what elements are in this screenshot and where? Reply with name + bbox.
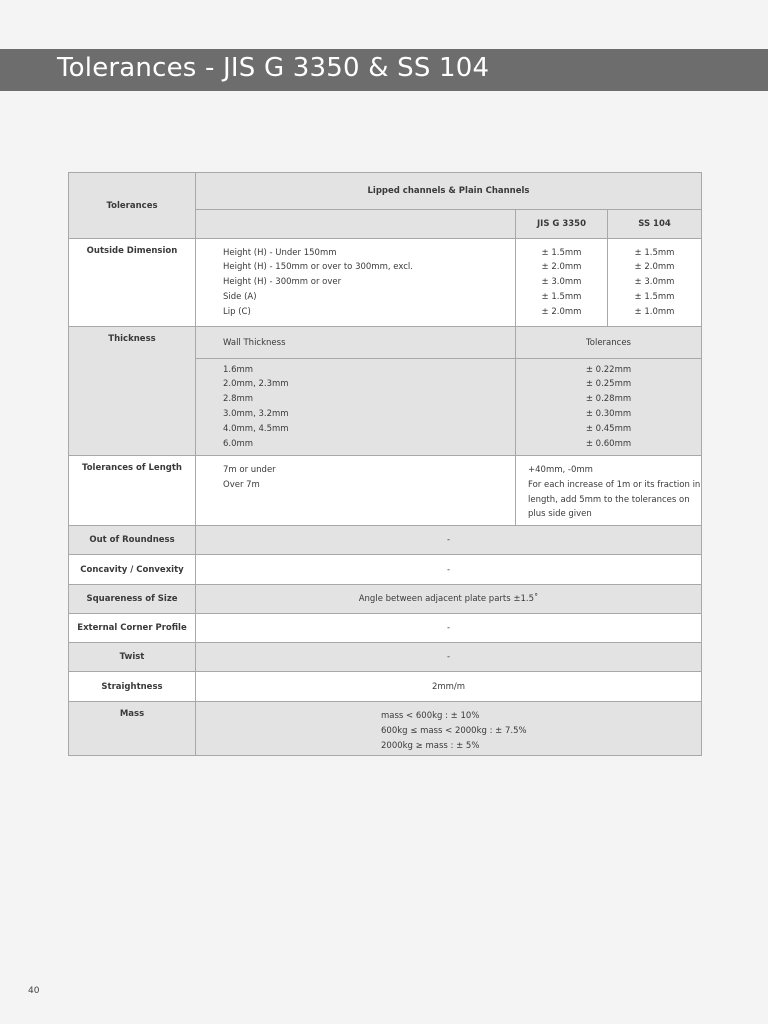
list-item: ± 0.45mm <box>585 423 632 434</box>
list-item: ± 0.30mm <box>585 409 632 419</box>
header-jis: JIS G 3350 <box>516 210 608 239</box>
row-label-corner: External Corner Profile <box>69 614 196 643</box>
list-item: 7m or under <box>223 465 276 475</box>
jis-value: ± 3.0mm <box>541 277 582 288</box>
outside-dimension-ss <box>608 239 702 327</box>
ss-value: ± 1.5mm <box>634 247 675 258</box>
length-tol-primary: +40mm, -0mm <box>528 465 593 475</box>
thickness-tol-header: Tolerances <box>516 327 702 359</box>
ss-value: ± 1.0mm <box>634 306 675 317</box>
list-item: 600kg ≤ mass < 2000kg : ± 7.5% <box>381 725 527 736</box>
length-tol-note: For each increase of 1m or its fraction in length, add 5mm to the tolerances on plus side given <box>528 479 701 520</box>
jis-value: ± 2.0mm <box>541 306 582 317</box>
row-label-outside-dimension: Outside Dimension <box>69 239 196 327</box>
header-tolerances: Tolerances <box>69 173 196 239</box>
outside-dimension-items <box>196 239 516 327</box>
ss-value: ± 2.0mm <box>634 262 675 273</box>
row-label-mass: Mass <box>69 702 196 756</box>
length-items <box>196 456 516 526</box>
row-label-twist: Twist <box>69 643 196 672</box>
tolerances-table <box>68 172 702 756</box>
header-group: Lipped channels & Plain Channels <box>196 173 702 210</box>
thickness-wall-header: Wall Thickness <box>196 327 516 359</box>
corner-value: - <box>196 614 702 643</box>
list-item: Lip (C) <box>223 306 251 317</box>
list-item: Height (H) - Under 150mm <box>223 247 337 258</box>
row-label-straightness: Straightness <box>69 672 196 702</box>
row-label-squareness: Squareness of Size <box>69 585 196 614</box>
jis-value: ± 1.5mm <box>541 247 582 258</box>
list-item: 2.0mm, 2.3mm <box>223 379 289 390</box>
list-item: 6.0mm <box>223 438 254 449</box>
twist-value: - <box>196 643 702 672</box>
list-item: ± 0.28mm <box>585 394 632 405</box>
list-item: Height (H) - 300mm or over <box>223 277 342 288</box>
row-label-concavity: Concavity / Convexity <box>69 555 196 585</box>
list-item: 2000kg ≥ mass : ± 5% <box>381 740 480 751</box>
outside-dimension-jis <box>516 239 608 327</box>
page-number: 40 <box>28 986 40 996</box>
concavity-value: - <box>196 555 702 585</box>
header-blank <box>196 210 516 239</box>
straightness-value: 2mm/m <box>196 672 702 702</box>
header-ss: SS 104 <box>608 210 702 239</box>
list-item: Over 7m <box>223 479 260 490</box>
list-item: ± 0.60mm <box>585 438 632 449</box>
thickness-tol-values <box>516 359 702 456</box>
list-item: Height (H) - 150mm or over to 300mm, excl. <box>223 262 413 273</box>
length-tolerances <box>516 456 702 526</box>
list-item: ± 0.25mm <box>585 379 632 390</box>
title-banner <box>0 49 768 91</box>
roundness-value: - <box>196 526 702 555</box>
page-title: Tolerances - JIS G 3350 & SS 104 <box>57 53 490 83</box>
mass-values <box>196 702 702 756</box>
row-label-length: Tolerances of Length <box>69 456 196 526</box>
list-item: 4.0mm, 4.5mm <box>223 423 289 434</box>
list-item: Side (A) <box>223 291 257 302</box>
row-label-roundness: Out of Roundness <box>69 526 196 555</box>
list-item: mass < 600kg : ± 10% <box>381 711 480 721</box>
thickness-wall-values <box>196 359 516 456</box>
ss-value: ± 1.5mm <box>634 291 675 302</box>
jis-value: ± 2.0mm <box>541 262 582 273</box>
row-label-thickness: Thickness <box>69 327 196 456</box>
list-item: 2.8mm <box>223 394 254 405</box>
list-item: ± 0.22mm <box>585 364 632 375</box>
jis-value: ± 1.5mm <box>541 291 582 302</box>
ss-value: ± 3.0mm <box>634 277 675 288</box>
squareness-value: Angle between adjacent plate parts ±1.5˚ <box>196 585 702 614</box>
list-item: 3.0mm, 3.2mm <box>223 409 289 419</box>
list-item: 1.6mm <box>223 364 254 375</box>
